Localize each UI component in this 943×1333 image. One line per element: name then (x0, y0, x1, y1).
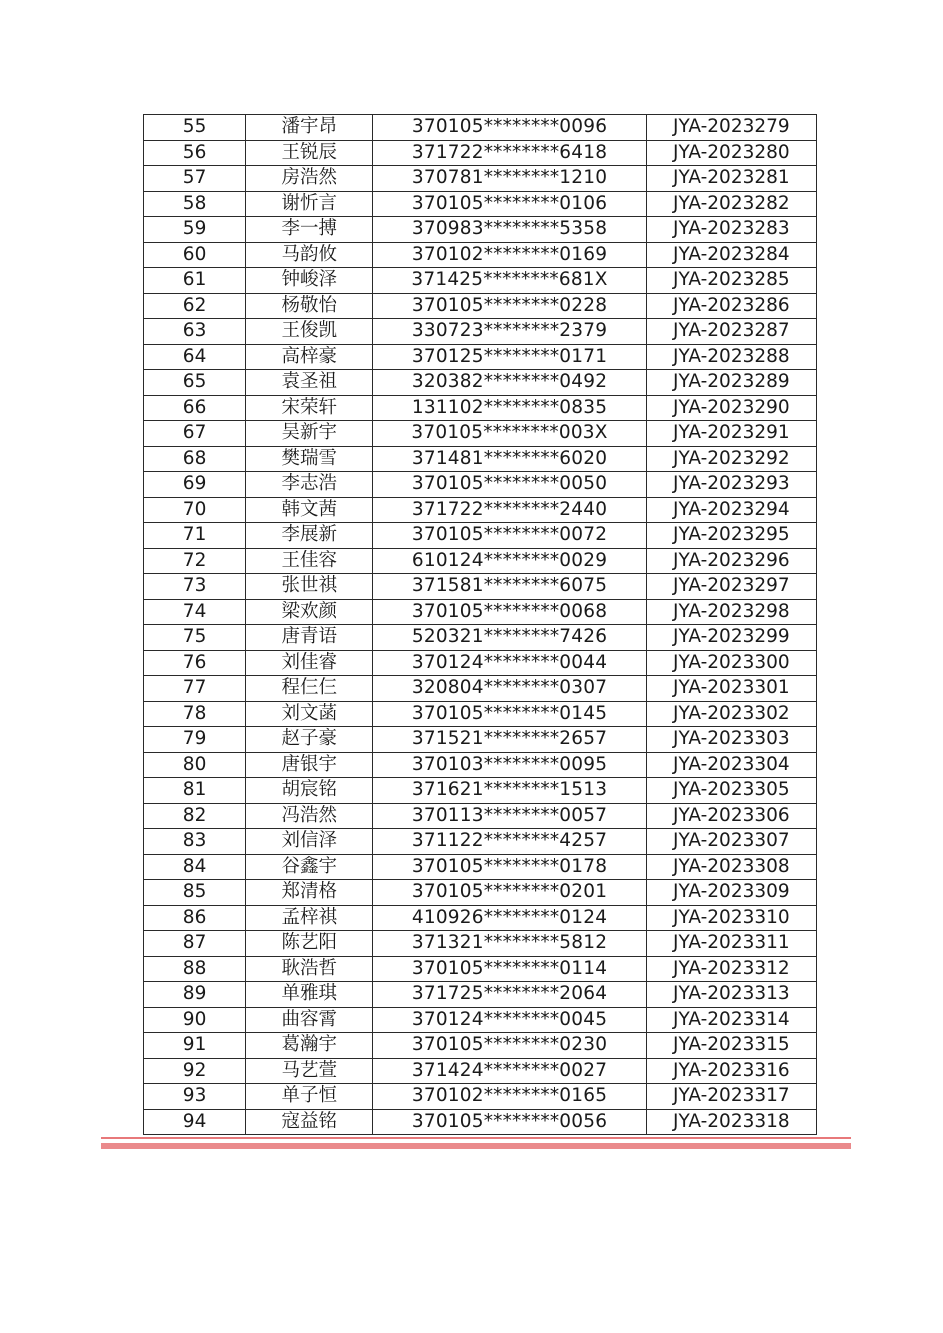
row-number-cell: 84 (144, 854, 246, 880)
row-number-cell: 56 (144, 140, 246, 166)
table-row (144, 701, 817, 727)
id-number-cell: 370105********003X (373, 421, 646, 447)
certificate-number-cell: JYA-2023301 (646, 676, 816, 702)
table-row (144, 370, 817, 396)
table-row (144, 548, 817, 574)
table-row (144, 574, 817, 600)
row-number-cell: 85 (144, 880, 246, 906)
certificate-number-cell: JYA-2023295 (646, 523, 816, 549)
student-name-cell: 王锐辰 (246, 140, 373, 166)
id-number-cell: 371722********2440 (373, 497, 646, 523)
row-number-cell: 87 (144, 931, 246, 957)
certificate-number-cell: JYA-2023279 (646, 115, 816, 141)
id-number-cell: 370105********0145 (373, 701, 646, 727)
row-number-cell: 90 (144, 1007, 246, 1033)
row-number-cell: 59 (144, 217, 246, 243)
student-name-cell: 谢忻言 (246, 191, 373, 217)
certificate-number-cell: JYA-2023289 (646, 370, 816, 396)
id-number-cell: 371725********2064 (373, 982, 646, 1008)
student-name-cell: 刘佳睿 (246, 650, 373, 676)
id-number-cell: 371581********6075 (373, 574, 646, 600)
student-name-cell: 曲容霄 (246, 1007, 373, 1033)
row-number-cell: 86 (144, 905, 246, 931)
row-number-cell: 68 (144, 446, 246, 472)
certificate-number-cell: JYA-2023298 (646, 599, 816, 625)
certificate-number-cell: JYA-2023292 (646, 446, 816, 472)
table-row (144, 523, 817, 549)
id-number-cell: 370113********0057 (373, 803, 646, 829)
certificate-number-cell: JYA-2023315 (646, 1033, 816, 1059)
id-number-cell: 371424********0027 (373, 1058, 646, 1084)
id-number-cell: 370105********0068 (373, 599, 646, 625)
student-name-cell: 唐青语 (246, 625, 373, 651)
table-row (144, 1007, 817, 1033)
id-number-cell: 371521********2657 (373, 727, 646, 753)
certificate-number-cell: JYA-2023307 (646, 829, 816, 855)
id-number-cell: 370105********0228 (373, 293, 646, 319)
certificate-number-cell: JYA-2023305 (646, 778, 816, 804)
row-number-cell: 60 (144, 242, 246, 268)
table-row (144, 421, 817, 447)
certificate-number-cell: JYA-2023296 (646, 548, 816, 574)
table-row (144, 625, 817, 651)
table-row (144, 217, 817, 243)
student-name-cell: 钟峻泽 (246, 268, 373, 294)
certificate-number-cell: JYA-2023306 (646, 803, 816, 829)
row-number-cell: 73 (144, 574, 246, 600)
id-number-cell: 330723********2379 (373, 319, 646, 345)
certificate-number-cell: JYA-2023308 (646, 854, 816, 880)
id-number-cell: 610124********0029 (373, 548, 646, 574)
table-row (144, 319, 817, 345)
table-row (144, 803, 817, 829)
row-number-cell: 67 (144, 421, 246, 447)
table-row (144, 166, 817, 192)
id-number-cell: 370105********0050 (373, 472, 646, 498)
table-row (144, 472, 817, 498)
id-number-cell: 371122********4257 (373, 829, 646, 855)
certificate-number-cell: JYA-2023285 (646, 268, 816, 294)
id-number-cell: 370983********5358 (373, 217, 646, 243)
student-name-cell: 张世祺 (246, 574, 373, 600)
student-name-cell: 潘宇昂 (246, 115, 373, 141)
student-name-cell: 冯浩然 (246, 803, 373, 829)
id-number-cell: 370105********0056 (373, 1109, 646, 1135)
id-number-cell: 520321********7426 (373, 625, 646, 651)
row-number-cell: 58 (144, 191, 246, 217)
row-number-cell: 88 (144, 956, 246, 982)
row-number-cell: 83 (144, 829, 246, 855)
table-row (144, 905, 817, 931)
table-row (144, 1109, 817, 1135)
student-name-cell: 王俊凯 (246, 319, 373, 345)
row-number-cell: 79 (144, 727, 246, 753)
certificate-number-cell: JYA-2023300 (646, 650, 816, 676)
id-number-cell: 371425********681X (373, 268, 646, 294)
row-number-cell: 93 (144, 1084, 246, 1110)
row-number-cell: 65 (144, 370, 246, 396)
id-number-cell: 371722********6418 (373, 140, 646, 166)
row-number-cell: 66 (144, 395, 246, 421)
student-name-cell: 王佳容 (246, 548, 373, 574)
id-number-cell: 371481********6020 (373, 446, 646, 472)
table-row (144, 115, 817, 141)
student-name-cell: 陈艺阳 (246, 931, 373, 957)
table-row (144, 1084, 817, 1110)
student-name-cell: 耿浩哲 (246, 956, 373, 982)
id-number-cell: 371621********1513 (373, 778, 646, 804)
id-number-cell: 370105********0201 (373, 880, 646, 906)
row-number-cell: 92 (144, 1058, 246, 1084)
id-number-cell: 370125********0171 (373, 344, 646, 370)
id-number-cell: 370105********0230 (373, 1033, 646, 1059)
roster-table (143, 114, 817, 1135)
table-row (144, 982, 817, 1008)
table-row (144, 599, 817, 625)
student-name-cell: 郑清格 (246, 880, 373, 906)
student-name-cell: 单子恒 (246, 1084, 373, 1110)
id-number-cell: 370124********0045 (373, 1007, 646, 1033)
student-name-cell: 梁欢颜 (246, 599, 373, 625)
id-number-cell: 371321********5812 (373, 931, 646, 957)
row-number-cell: 74 (144, 599, 246, 625)
row-number-cell: 55 (144, 115, 246, 141)
certificate-number-cell: JYA-2023316 (646, 1058, 816, 1084)
row-number-cell: 76 (144, 650, 246, 676)
certificate-number-cell: JYA-2023288 (646, 344, 816, 370)
table-row (144, 931, 817, 957)
id-number-cell: 370105********0114 (373, 956, 646, 982)
row-number-cell: 72 (144, 548, 246, 574)
table-row (144, 956, 817, 982)
student-name-cell: 马韵攸 (246, 242, 373, 268)
certificate-number-cell: JYA-2023304 (646, 752, 816, 778)
table-row (144, 854, 817, 880)
id-number-cell: 370103********0095 (373, 752, 646, 778)
id-number-cell: 370105********0178 (373, 854, 646, 880)
row-number-cell: 61 (144, 268, 246, 294)
table-row (144, 446, 817, 472)
certificate-number-cell: JYA-2023297 (646, 574, 816, 600)
student-name-cell: 孟梓祺 (246, 905, 373, 931)
id-number-cell: 370102********0165 (373, 1084, 646, 1110)
student-name-cell: 高梓豪 (246, 344, 373, 370)
table-row (144, 293, 817, 319)
student-name-cell: 李一搏 (246, 217, 373, 243)
certificate-number-cell: JYA-2023318 (646, 1109, 816, 1135)
certificate-number-cell: JYA-2023310 (646, 905, 816, 931)
id-number-cell: 320804********0307 (373, 676, 646, 702)
student-name-cell: 李展新 (246, 523, 373, 549)
student-name-cell: 赵子豪 (246, 727, 373, 753)
table-row (144, 727, 817, 753)
row-number-cell: 57 (144, 166, 246, 192)
id-number-cell: 370124********0044 (373, 650, 646, 676)
student-name-cell: 宋荣轩 (246, 395, 373, 421)
certificate-number-cell: JYA-2023290 (646, 395, 816, 421)
student-name-cell: 胡宸铭 (246, 778, 373, 804)
certificate-number-cell: JYA-2023293 (646, 472, 816, 498)
id-number-cell: 131102********0835 (373, 395, 646, 421)
student-name-cell: 李志浩 (246, 472, 373, 498)
student-name-cell: 杨敬怡 (246, 293, 373, 319)
id-number-cell: 370105********0106 (373, 191, 646, 217)
id-number-cell: 410926********0124 (373, 905, 646, 931)
row-number-cell: 64 (144, 344, 246, 370)
student-name-cell: 葛瀚宇 (246, 1033, 373, 1059)
certificate-number-cell: JYA-2023312 (646, 956, 816, 982)
certificate-number-cell: JYA-2023302 (646, 701, 816, 727)
footer-rule-thick (101, 1143, 851, 1149)
certificate-number-cell: JYA-2023311 (646, 931, 816, 957)
row-number-cell: 82 (144, 803, 246, 829)
student-name-cell: 樊瑞雪 (246, 446, 373, 472)
row-number-cell: 63 (144, 319, 246, 345)
certificate-number-cell: JYA-2023280 (646, 140, 816, 166)
row-number-cell: 89 (144, 982, 246, 1008)
student-name-cell: 寇益铭 (246, 1109, 373, 1135)
id-number-cell: 370105********0072 (373, 523, 646, 549)
row-number-cell: 69 (144, 472, 246, 498)
student-name-cell: 刘文菡 (246, 701, 373, 727)
certificate-number-cell: JYA-2023309 (646, 880, 816, 906)
id-number-cell: 320382********0492 (373, 370, 646, 396)
row-number-cell: 94 (144, 1109, 246, 1135)
certificate-number-cell: JYA-2023281 (646, 166, 816, 192)
id-number-cell: 370105********0096 (373, 115, 646, 141)
table-row (144, 829, 817, 855)
table-row (144, 140, 817, 166)
row-number-cell: 78 (144, 701, 246, 727)
row-number-cell: 62 (144, 293, 246, 319)
certificate-number-cell: JYA-2023291 (646, 421, 816, 447)
row-number-cell: 71 (144, 523, 246, 549)
student-name-cell: 马艺萱 (246, 1058, 373, 1084)
row-number-cell: 91 (144, 1033, 246, 1059)
table-row (144, 497, 817, 523)
certificate-number-cell: JYA-2023284 (646, 242, 816, 268)
table-row (144, 778, 817, 804)
student-name-cell: 房浩然 (246, 166, 373, 192)
row-number-cell: 70 (144, 497, 246, 523)
student-name-cell: 刘信泽 (246, 829, 373, 855)
student-name-cell: 袁圣祖 (246, 370, 373, 396)
student-name-cell: 程仨仨 (246, 676, 373, 702)
table-row (144, 191, 817, 217)
row-number-cell: 80 (144, 752, 246, 778)
student-name-cell: 单雅琪 (246, 982, 373, 1008)
student-name-cell: 吴新宇 (246, 421, 373, 447)
table-row (144, 1058, 817, 1084)
table-row (144, 880, 817, 906)
table-row (144, 344, 817, 370)
certificate-number-cell: JYA-2023317 (646, 1084, 816, 1110)
id-number-cell: 370102********0169 (373, 242, 646, 268)
table-row (144, 1033, 817, 1059)
footer-rule-thin (101, 1137, 851, 1139)
row-number-cell: 77 (144, 676, 246, 702)
table-row (144, 242, 817, 268)
student-name-cell: 谷鑫宇 (246, 854, 373, 880)
row-number-cell: 75 (144, 625, 246, 651)
certificate-number-cell: JYA-2023286 (646, 293, 816, 319)
certificate-number-cell: JYA-2023283 (646, 217, 816, 243)
table-row (144, 676, 817, 702)
certificate-number-cell: JYA-2023303 (646, 727, 816, 753)
id-number-cell: 370781********1210 (373, 166, 646, 192)
certificate-number-cell: JYA-2023299 (646, 625, 816, 651)
certificate-number-cell: JYA-2023294 (646, 497, 816, 523)
table-row (144, 752, 817, 778)
certificate-number-cell: JYA-2023313 (646, 982, 816, 1008)
row-number-cell: 81 (144, 778, 246, 804)
table-row (144, 268, 817, 294)
table-row (144, 395, 817, 421)
certificate-number-cell: JYA-2023314 (646, 1007, 816, 1033)
student-name-cell: 韩文茜 (246, 497, 373, 523)
certificate-number-cell: JYA-2023287 (646, 319, 816, 345)
student-name-cell: 唐银宇 (246, 752, 373, 778)
certificate-number-cell: JYA-2023282 (646, 191, 816, 217)
roster-table-body (144, 115, 817, 1135)
table-row (144, 650, 817, 676)
